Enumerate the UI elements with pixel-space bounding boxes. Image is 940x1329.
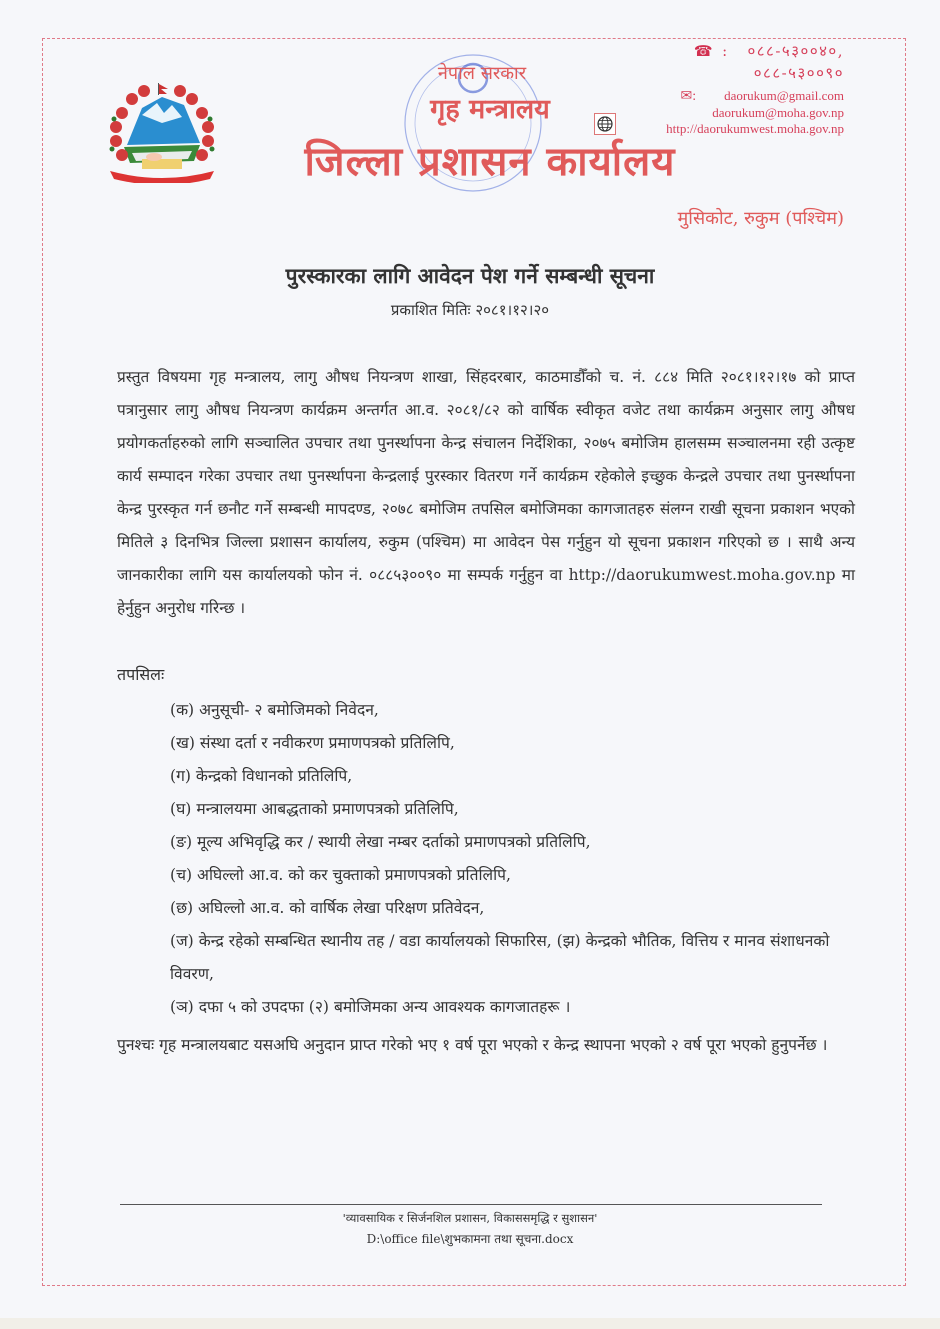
notice-title: पुरस्कारका लागि आवेदन पेश गर्ने सम्बन्धी सूचना [285,263,655,288]
schedule-list [170,694,860,1024]
website-row [666,121,844,137]
footer-motto: 'व्यावसायिक र सिर्जनशिल प्रशासन, विकाससमृद्धि र सुशासन' [342,1211,598,1225]
email-row-1 [666,88,844,105]
contact-block [666,40,844,137]
phone-number-1: ०८८-५३००४०, [747,42,844,60]
ministry-name: गृह मन्त्रालय [430,94,550,125]
schedule-label: तपसिलः [117,665,165,684]
phone-number-2: ०८८-५३००९० [753,64,844,82]
email-2[interactable]: daorukum@moha.gov.np [712,105,844,120]
notice-body: प्रस्तुत विषयमा गृह मन्त्रालय, लागु औषध नियन्त्रण शाखा, सिंहदरबार, काठमाडौँको च. नं. ८८४ मिति २०८१।१२।१७ को प्राप्त पत्रानुसार लागु औषध नियन्त्रण कार्यक्रम अन्तर्गत आ.व. २०८१/८२ को वार्षिक स्वीकृत वजेट तथा कार्यक्रम अनुसार लागु औषध प्रयोगकर्ताहरुको लागि सञ्चालित उपचार तथा पुनर्स्थापना केन्द्र संचालन निर्देशिका, २०७५ बमोजिम हालसम्म सञ्चालनमा रही उत्कृष्ट कार्य सम्पादन गरेका उपचार तथा पुनर्स्थापना केन्द्रलाई पुरस्कार वितरण गर्ने कार्यक्रम रहेकोले इच्छुक केन्द्रले उपचार तथा पुनर्स्थापना केन्द्र पुरस्कृत गर्न छनौट गर्ने सम्बन्धी मापदण्ड, २०७८ बमोजिम तपसिल बमोजिमका कागजातहरु संलग्न राखी सूचना प्रकाशन भएको मितिले ३ दिनभित्र जिल्ला प्रशासन कार्यालय, रुकुम (पश्चिम) मा आवेदन पेस गर्नुहुन यो सूचना प्रकाशन गरिएको छ । साथै अन्य जानकारीका लागि यस कार्यालयको फोन नं. ०८८५३००९० मा सम्पर्क गर्नुहुन वा http://daorukumwest.moha.gov.np मा हेर्नुहुन अनुरोध गरिन्छ । [117,368,855,617]
schedule-item: (ङ) मूल्य अभिवृद्धि कर / स्थायी लेखा नम्बर दर्ताको प्रमाणपत्रको प्रतिलिपि, [170,833,591,851]
email-1[interactable]: daorukum@gmail.com [724,88,844,103]
page-edge [0,1318,940,1329]
website-link[interactable]: http://daorukumwest.moha.gov.np [666,121,844,136]
schedule-item: (घ) मन्त्रालयमा आबद्धताको प्रमाणपत्रको प्रतिलिपि, [170,800,459,818]
schedule-item: (ञ) दफा ५ को उपदफा (२) बमोजिमका अन्य आवश्यक कागजातहरू । [170,998,571,1016]
schedule-item: (क) अनुसूची- २ बमोजिमको निवेदन, [170,701,379,719]
schedule-item: (ज) केन्द्र रहेको सम्बन्धित स्थानीय तह / वडा कार्यालयको सिफारिस, (झ) केन्द्रको भौतिक, वित्तिय र मानव संशाधनको विवरण, [170,932,830,983]
phone-row-2 [666,62,844,84]
email-row-2 [666,105,844,121]
envelope-icon: ✉: [680,89,697,104]
schedule-item: (ग) केन्द्रको विधानको प्रतिलिपि, [170,767,353,785]
phone-row-1 [666,40,844,62]
postscript: पुनश्चः गृह मन्त्रालयबाट यसअघि अनुदान प्राप्त गरेको भए १ वर्ष पूरा भएको र केन्द्र स्थापना भएको २ वर्ष पूरा भएको हुनुपर्नेछ । [117,1036,828,1054]
telephone-icon: ☎ [693,42,715,60]
office-location: मुसिकोट, रुकुम (पश्चिम) [677,208,844,229]
government-name: नेपाल सरकार [437,63,527,84]
schedule-item: (छ) अघिल्लो आ.व. को वार्षिक लेखा परिक्षण प्रतिवेदन, [170,899,485,917]
office-name: जिल्ला प्रशासन कार्यालय [304,138,676,185]
nepal-coat-of-arms-icon [102,83,222,183]
email-separator: : [692,89,697,104]
phone-separator: : [722,42,729,60]
schedule-item: (ख) संस्था दर्ता र नवीकरण प्रमाणपत्रको प्रतिलिपि, [170,734,455,752]
schedule-item: (च) अघिल्लो आ.व. को कर चुक्ताको प्रमाणपत्रको प्रतिलिपि, [170,866,511,884]
footer-divider [120,1204,822,1205]
footer-file-path: D:\office file\शुभकामना तथा सूचना.docx [366,1232,574,1246]
published-date: प्रकाशित मितिः २०८१।१२।२० [390,301,550,319]
